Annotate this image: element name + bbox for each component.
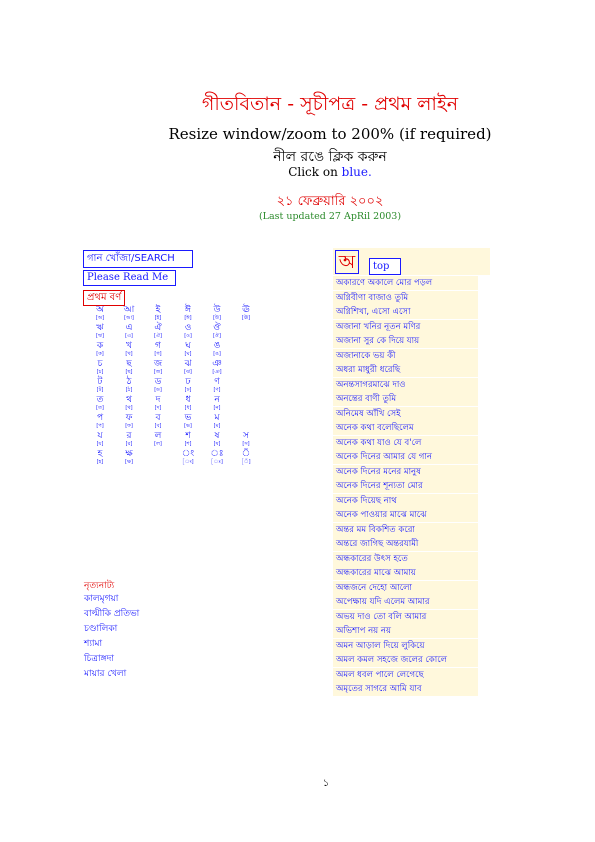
resize-note: Resize window/zoom to 200% (if required) xyxy=(168,125,492,143)
letter-char: ঐ xyxy=(154,323,162,333)
letter-code: [ট] xyxy=(96,387,104,393)
letter-row xyxy=(88,414,263,432)
letter-char: ই xyxy=(155,305,161,315)
letter-char: উ xyxy=(213,305,221,315)
letter-char: ষ xyxy=(214,431,220,441)
section-letter: অ xyxy=(335,250,359,274)
letter-code: [ঊ] xyxy=(241,315,251,321)
song-link[interactable]: অন্তর মম বিকশিত করো xyxy=(333,523,478,537)
letter-link[interactable] xyxy=(146,360,170,375)
letter-link[interactable] xyxy=(176,450,200,465)
letter-link[interactable] xyxy=(146,396,170,411)
letter-char: য xyxy=(97,431,103,441)
letter-code: [ঙ] xyxy=(213,351,221,357)
letter-code: [স] xyxy=(242,441,250,447)
letter-link[interactable] xyxy=(176,342,200,357)
letter-char: ও xyxy=(184,323,192,333)
letter-link[interactable] xyxy=(117,342,141,357)
letter-link[interactable] xyxy=(205,306,229,321)
first-letter-label: প্রথম বর্ণ xyxy=(83,290,125,306)
letter-char: ক xyxy=(96,341,104,351)
letter-code: [ত] xyxy=(96,405,104,411)
letter-link[interactable] xyxy=(117,396,141,411)
letter-link[interactable] xyxy=(146,378,170,393)
letter-link[interactable] xyxy=(205,414,229,429)
letter-code: [ম] xyxy=(213,423,221,429)
song-link[interactable]: অন্তরে জাগিছ অন্তরযামী xyxy=(333,537,478,551)
letter-char: অ xyxy=(96,305,104,315)
letter-code: [চ] xyxy=(96,369,104,375)
letter-code: [প] xyxy=(96,423,104,429)
letter-row xyxy=(88,324,263,342)
letter-code: [ঝ] xyxy=(184,369,192,375)
letter-code: [জ] xyxy=(153,369,163,375)
dance-drama-link[interactable]: চণ্ডালিকা xyxy=(84,624,118,634)
letter-link[interactable] xyxy=(176,360,200,375)
letter-link[interactable] xyxy=(146,432,170,447)
song-link[interactable]: অনেক পাওয়ার মাঝে মাঝে xyxy=(333,508,478,522)
letter-char: চ xyxy=(97,359,103,369)
letter-char: ঃ xyxy=(210,449,224,459)
letter-char: হ xyxy=(97,449,103,459)
page-title: গীতবিতান - সূচীপত্র - প্রথম লাইন xyxy=(201,93,459,115)
letter-char: ঈ xyxy=(185,305,191,315)
letter-code: [দ] xyxy=(154,405,162,411)
song-link[interactable]: অগ্নিশিখা, এসো এসো xyxy=(333,305,478,319)
letter-row xyxy=(88,432,263,450)
song-link[interactable]: অজানা সুর কে দিয়ে যায় xyxy=(333,334,478,348)
letter-char: জ xyxy=(153,359,163,369)
letter-char: ত xyxy=(96,395,104,405)
letter-link[interactable] xyxy=(117,360,141,375)
letter-link[interactable] xyxy=(176,378,200,393)
letter-char: ঙ xyxy=(213,341,221,351)
letter-index xyxy=(88,306,263,468)
click-on-blue-note xyxy=(0,165,595,179)
letter-char: ড xyxy=(154,377,162,387)
letter-link[interactable] xyxy=(176,324,200,339)
letter-char: ট xyxy=(97,377,103,387)
song-link[interactable]: অভিশাপ নয় নয় xyxy=(333,624,478,638)
letter-char: খ xyxy=(126,341,132,351)
click-on-text: Click on xyxy=(288,165,338,179)
last-updated: (Last updated 27 ApRil 2003) xyxy=(258,211,402,222)
letter-code: [ঐ] xyxy=(154,333,162,339)
letter-code: [ঃ] xyxy=(211,459,223,465)
letter-link[interactable] xyxy=(146,324,170,339)
letter-char: ন xyxy=(214,395,220,405)
letter-code: [ও] xyxy=(184,333,192,339)
letter-char: ম xyxy=(214,413,220,423)
song-link[interactable]: অমৃতের সাগরে আমি যাব xyxy=(333,682,478,696)
read-me-link[interactable]: Please Read Me xyxy=(83,270,176,286)
letter-code: [ং] xyxy=(182,459,194,465)
letter-link[interactable] xyxy=(117,306,141,321)
song-link[interactable]: অগ্নিবীণা বাজাও তুমি xyxy=(333,291,478,305)
song-link[interactable]: অনেক দিনের মনের মানুষ xyxy=(333,465,478,479)
song-list xyxy=(333,276,478,697)
song-link[interactable]: অধরা মাধুরী ধরেছি xyxy=(333,363,478,377)
letter-char: ব xyxy=(155,413,161,423)
search-link[interactable]: গান খোঁজা/SEARCH xyxy=(83,250,193,268)
letter-char: ং xyxy=(181,449,195,459)
letter-code: [গ] xyxy=(154,351,162,357)
letter-link[interactable] xyxy=(146,306,170,321)
letter-code: [ঔ] xyxy=(212,333,221,339)
letter-link[interactable] xyxy=(205,450,229,465)
letter-row xyxy=(88,342,263,360)
song-link[interactable]: অমল ধবল পালে লেগেছে xyxy=(333,668,478,682)
letter-code: [আ] xyxy=(124,315,134,321)
letter-link[interactable] xyxy=(117,378,141,393)
letter-char: ফ xyxy=(125,413,133,423)
letter-code: [ক] xyxy=(96,351,104,357)
letter-link[interactable] xyxy=(205,432,229,447)
letter-char: গ xyxy=(155,341,161,351)
letter-link[interactable] xyxy=(176,306,200,321)
letter-link[interactable] xyxy=(205,396,229,411)
letter-row xyxy=(88,450,263,468)
letter-char: প xyxy=(96,413,104,423)
letter-link[interactable] xyxy=(117,432,141,447)
letter-link[interactable] xyxy=(88,342,112,357)
letter-row xyxy=(88,378,263,396)
song-link[interactable]: অজানা খনির নূতন মণির xyxy=(333,320,478,334)
letter-link[interactable] xyxy=(88,432,112,447)
letter-char: ছ xyxy=(126,359,132,369)
letter-code: [ন] xyxy=(213,405,221,411)
top-link[interactable]: top xyxy=(369,258,401,275)
letter-code: [থ] xyxy=(125,405,133,411)
blue-word: blue. xyxy=(341,165,372,179)
letter-char: স xyxy=(243,431,249,441)
letter-code: [ক্ষ] xyxy=(125,459,133,465)
letter-link[interactable] xyxy=(205,360,229,375)
letter-char: ঠ xyxy=(126,377,132,387)
letter-link[interactable] xyxy=(234,450,258,465)
letter-code: [ফ] xyxy=(125,423,133,429)
letter-row xyxy=(88,360,263,378)
song-link[interactable]: অজানাকে ভয় কী xyxy=(333,349,478,363)
dance-drama-heading: নৃত্যনাট্য xyxy=(84,581,115,591)
song-link[interactable]: অনেক দিয়েছ নাথ xyxy=(333,494,478,508)
letter-char: থ xyxy=(126,395,132,405)
song-link[interactable]: অনন্তসাগরমাঝে দাও xyxy=(333,378,478,392)
letter-link[interactable] xyxy=(88,324,112,339)
letter-code: [ঘ] xyxy=(184,351,192,357)
letter-code: [ভ] xyxy=(184,423,192,429)
letter-char: এ xyxy=(125,323,133,333)
letter-link[interactable] xyxy=(88,360,112,375)
song-link[interactable]: অন্ধকারের মাঝে আমায় xyxy=(333,566,478,580)
dance-drama-link[interactable]: কালমৃগয়া xyxy=(84,594,119,604)
letter-link[interactable] xyxy=(176,432,200,447)
letter-link[interactable] xyxy=(117,414,141,429)
letter-char: ঞ xyxy=(212,359,222,369)
song-link[interactable]: অনন্তের বাণী তুমি xyxy=(333,392,478,406)
song-link[interactable]: অন্ধজনে দেহো আলো xyxy=(333,581,478,595)
letter-char: ঘ xyxy=(185,341,191,351)
dance-drama-link[interactable]: চিত্রাঙ্গদা xyxy=(84,654,114,664)
letter-char: ঔ xyxy=(213,323,221,333)
letter-code: [হ] xyxy=(96,459,104,465)
letter-code: [ষ] xyxy=(213,441,221,447)
dance-drama-link[interactable]: বাল্মীকি প্রতিভা xyxy=(84,609,140,619)
letter-char: ধ xyxy=(185,395,191,405)
letter-code: [ঞ] xyxy=(212,369,222,375)
letter-link[interactable] xyxy=(117,324,141,339)
letter-link[interactable] xyxy=(234,432,258,447)
letter-code: [এ] xyxy=(125,333,133,339)
song-link[interactable]: অকারণে অকালে মোর পড়ল xyxy=(333,276,478,290)
letter-link[interactable] xyxy=(88,306,112,321)
letter-link[interactable] xyxy=(205,378,229,393)
song-link[interactable]: অনেক কথা যাও যে ব'লে xyxy=(333,436,478,450)
letter-link[interactable] xyxy=(88,378,112,393)
letter-code: [ড] xyxy=(154,387,162,393)
blue-click-hint: নীল রঙে ক্লিক করুন xyxy=(273,149,387,165)
letter-link[interactable] xyxy=(146,342,170,357)
letter-code: [ঢ] xyxy=(184,387,192,393)
letter-code: [শ] xyxy=(184,441,192,447)
letter-row xyxy=(88,306,263,324)
letter-link[interactable] xyxy=(176,396,200,411)
letter-code: [ছ] xyxy=(125,369,133,375)
letter-code: [উ] xyxy=(213,315,221,321)
dance-drama-link[interactable]: শ্যামা xyxy=(84,639,103,649)
song-link[interactable]: অমল কমল সহজে জলের কোলে xyxy=(333,653,478,667)
letter-code: [অ] xyxy=(95,315,105,321)
letter-char: ঊ xyxy=(242,305,250,315)
letter-char: র xyxy=(126,431,132,441)
letter-code: [ণ] xyxy=(213,387,221,393)
letter-char: ঋ xyxy=(96,323,104,333)
letter-char: ঝ xyxy=(184,359,192,369)
letter-code: [ঁ] xyxy=(241,459,251,465)
letter-code: [ই] xyxy=(154,315,162,321)
letter-code: [ব] xyxy=(154,423,162,429)
letter-char: শ xyxy=(185,431,191,441)
song-link[interactable]: অমন আড়াল দিয়ে লুকিয়ে xyxy=(333,639,478,653)
letter-code: [খ] xyxy=(125,351,133,357)
song-link[interactable]: অনেক দিনের শূন্যতা মোর xyxy=(333,479,478,493)
letter-link[interactable] xyxy=(146,414,170,429)
letter-code: [ধ] xyxy=(184,405,192,411)
letter-link[interactable] xyxy=(205,324,229,339)
letter-link[interactable] xyxy=(88,396,112,411)
song-link[interactable]: অনেক দিনের আমার যে গান xyxy=(333,450,478,464)
letter-code: [ল] xyxy=(154,441,162,447)
letter-code: [ঋ] xyxy=(95,333,105,339)
song-link[interactable]: অভয় দাও তো বলি আমার xyxy=(333,610,478,624)
song-link[interactable]: অনেক কথা বলেছিলেম xyxy=(333,421,478,435)
letter-code: [য] xyxy=(96,441,104,447)
letter-char: ঢ xyxy=(185,377,191,387)
letter-link[interactable] xyxy=(205,342,229,357)
letter-code: [র] xyxy=(125,441,133,447)
letter-code: [ঠ] xyxy=(125,387,133,393)
letter-char: আ xyxy=(123,305,135,315)
letter-link[interactable] xyxy=(234,306,258,321)
letter-char: ঁ xyxy=(241,449,251,459)
dance-drama-link[interactable]: মায়ার খেলা xyxy=(84,669,127,679)
song-link[interactable]: অন্ধকারের উৎস হতে xyxy=(333,552,478,566)
letter-char: ক্ষ xyxy=(125,449,133,459)
song-link[interactable]: অপেক্ষায় যদি এলেম আমার xyxy=(333,595,478,609)
letter-char: দ xyxy=(155,395,161,405)
dance-drama-list xyxy=(84,592,139,682)
letter-code: [ঈ] xyxy=(184,315,192,321)
letter-link[interactable] xyxy=(117,450,141,465)
letter-link[interactable] xyxy=(88,414,112,429)
letter-link[interactable] xyxy=(176,414,200,429)
letter-row xyxy=(88,396,263,414)
letter-char: ল xyxy=(154,431,162,441)
date-label: ২১ ফেব্রুয়ারি ২০০২ xyxy=(276,194,384,209)
letter-link[interactable] xyxy=(88,450,112,465)
letter-char: ণ xyxy=(214,377,220,387)
page-number: ১ xyxy=(322,778,330,789)
song-link[interactable]: অনিমেষ আঁখি সেই xyxy=(333,407,478,421)
letter-char: ভ xyxy=(184,413,192,423)
